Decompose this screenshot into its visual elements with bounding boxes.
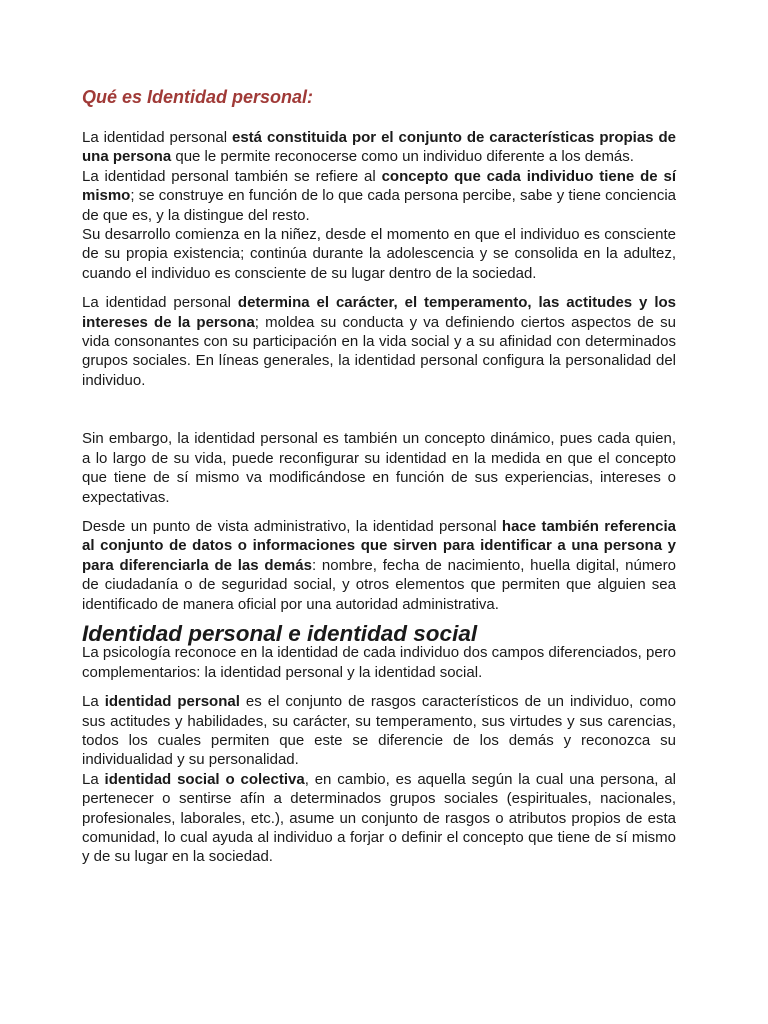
document-page bbox=[82, 86, 676, 867]
paragraph-text: es el conjunto de rasgos característicos de un individuo, como sus actitudes y habilidades, su carácter, su temperamento, sus virtudes y sus carencias, todos los cuales permiten que este se diferencie de los demás y reconozca su individualidad y su personalidad. bbox=[82, 693, 677, 769]
paragraph-emphasis: hace también referencia al conjunto de datos o informaciones que sirven para identificar a una persona y para diferenciarla de las demás bbox=[82, 517, 676, 574]
paragraph-text: , en cambio, es aquella según la cual una persona, al pertenecer o sentirse afín a determinados grupos sociales (espirituales, nacionales, profesionales, laborales, etc.), asume un conjunto de rasgos o atributos propios de esta comunidad, lo cual ayuda al individuo a forjar o definir el concepto que tiene de sí mismo y de su lugar en la sociedad. bbox=[82, 770, 677, 866]
paragraph-text: La identidad personal bbox=[82, 294, 238, 312]
paragraph-definition bbox=[82, 128, 676, 167]
paragraph-dynamic: Sin embargo, la identidad personal es también un concepto dinámico, pues cada quien, a lo largo de su vida, puede reconfigurar su identidad en la medida en que el concepto que tiene de sí mismo va modificándose en función de sus experiencias, intereses o expectativas. bbox=[82, 430, 676, 506]
paragraph-psychology: La psicología reconoce en la identidad de cada individuo dos campos diferenciados, pero complementarios: la identidad personal y la identidad social. bbox=[82, 644, 676, 681]
paragraph-text: La bbox=[82, 693, 105, 711]
paragraph-text: : nombre, fecha de nacimiento, huella digital, número de ciudadanía o de seguridad social, y otros elementos que permiten que alguien sea identificado de manera oficial por una autoridad administrativa. bbox=[82, 556, 676, 613]
paragraph-text: La bbox=[82, 770, 105, 788]
paragraph-social-identity bbox=[82, 770, 676, 867]
section-subtitle: Identidad personal e identidad social bbox=[82, 620, 478, 646]
paragraph-concept bbox=[82, 167, 676, 225]
paragraph-text: La identidad personal bbox=[82, 129, 232, 146]
page-title: Qué es Identidad personal: bbox=[82, 87, 314, 107]
paragraph-emphasis: está constituida por el conjunto de características propias de una persona bbox=[82, 129, 676, 166]
paragraph-administrative bbox=[82, 517, 676, 614]
paragraph-text: que le permite reconocerse como un individuo diferente a los demás. bbox=[171, 148, 634, 166]
paragraph-development: Su desarrollo comienza en la niñez, desde el momento en que el individuo es consciente de su propia existencia; continúa durante la adolescencia y se consolida en la adultez, cuando el individuo es consciente de su lugar dentro de la sociedad. bbox=[82, 226, 676, 282]
paragraph-personal-identity bbox=[82, 692, 676, 770]
paragraph-character bbox=[82, 293, 676, 390]
paragraph-text: ; moldea su conducta y va definiendo ciertos aspectos de su vida consonantes con su participación en la vida social y a su afinidad con determinados grupos sociales. En líneas generales, la identidad personal configura la personalidad del individuo. bbox=[82, 313, 677, 389]
paragraph-text: ; se construye en función de lo que cada persona percibe, sabe y tiene conciencia de que es, y la distingue del resto. bbox=[82, 187, 676, 224]
paragraph-text: La identidad personal también se refiere al bbox=[82, 167, 382, 185]
paragraph-emphasis: determina el carácter, el temperamento, las actitudes y los intereses de la persona bbox=[82, 294, 677, 331]
paragraph-emphasis: identidad social o colectiva bbox=[104, 770, 305, 788]
paragraph-text: Desde un punto de vista administrativo, la identidad personal bbox=[82, 517, 502, 535]
paragraph-emphasis: identidad personal bbox=[104, 693, 240, 711]
paragraph-emphasis: concepto que cada individuo tiene de sí mismo bbox=[82, 167, 676, 205]
